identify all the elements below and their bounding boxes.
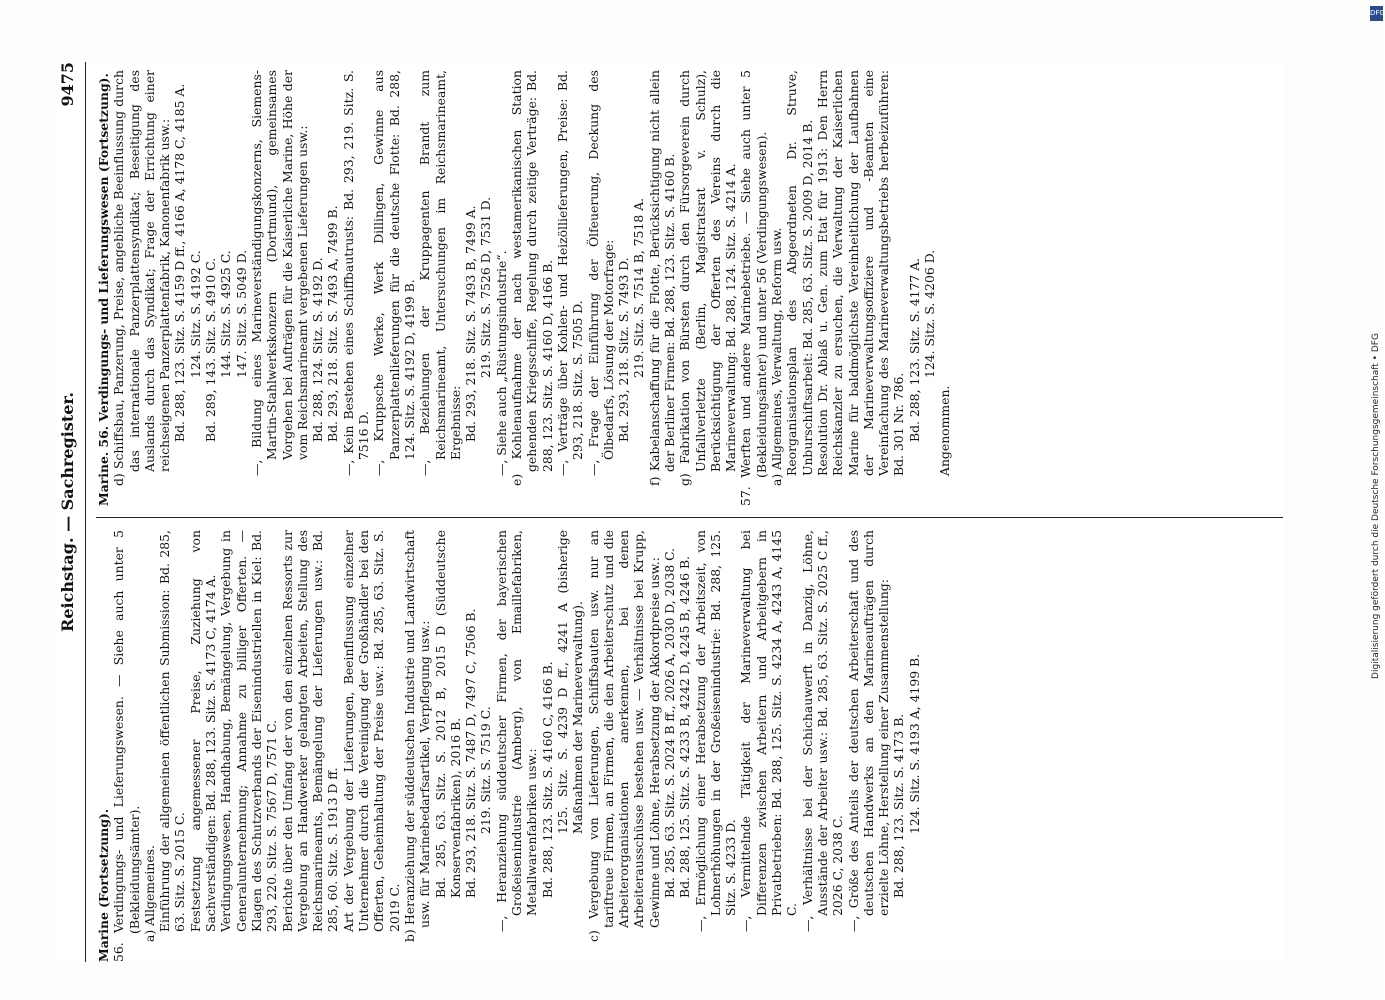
right-column-entry: 124. Sitz. S. 4192 C. — [187, 250, 203, 378]
page-header — [58, 62, 84, 962]
right-column-entry: 57. Werften und andere Marinebetriebe. — Siehe auch unter 5 (Bekleidungsämter) und unter 56 (Verdingungswesen). — [738, 70, 769, 506]
left-column-entry: —, Vermittelnde Tätigkeit der Marineverwaltung bei Differenzen zwischen Arbeitern und Arbeitgebern in Privatbetrieben: Bd. 288, 125. Sitz. S. 4234 A, 4243 A, 4145 C. — [738, 530, 800, 932]
right-column-entry: f) Kabelanschaffung für die Flotte, Berücksichtigung nicht allein der Berliner Firmen: Bd. 288, 123. Sitz. S. 4160 B. — [646, 70, 677, 486]
header-rule — [85, 62, 86, 962]
column-divider — [96, 517, 1283, 518]
right-column-entry: 124. Sitz. S. 4206 D. — [922, 249, 938, 378]
left-column-entry: —, Heranziehung süddeutscher Firmen, der bayerischen Großeisenindustrie (Amberg), von Emaillefabriken, Metallwarenfabriken usw.: — [493, 530, 540, 932]
left-column-entry: —, Größe des Anteils der deutschen Arbeiterschaft und des deutschen Handwerks an den Marineaufträgen durch erzielte Löhne, Herstellung einer Zusammenstellung: — [845, 530, 892, 932]
right-column-entry: g) Fabrikation von Bürsten durch den Fürsorgeverein durch Unfallverletzte (Berlin, Magistratsrat v. Schulz), Berücksichtigung der Offerten des Vereins durch die Marineverwaltung: Bd. 288, 124. Sitz. S. 4214 A. — [677, 70, 739, 486]
right-column-entry: d) Schiffsbau, Panzerung, Preise, angebliche Beeinflussung durch das internationale Panzerplattensyndikat; Beseitigung des Auslands durch das Syndikat; Frage der Errichtung einer reichseigenen Panzerplattenfabrik, Kanonenfabrik usw.: — [111, 70, 173, 486]
right-column-entry: Reorganisationsplan des Abgeordneten Dr. Struve, Unburschiftsarbeit: Bd. 285, 63. Sitz. S. 2009 D, 2014 B. — [784, 70, 815, 476]
right-column-entry: Bd. 293, 218. Sitz. S. 7493 A, 7499 B. — [325, 205, 341, 442]
register-page — [58, 62, 1283, 962]
right-column-entry: a) Allgemeines, Verwaltung, Reform usw. — [769, 227, 785, 486]
left-column-entry: —, Verhältnisse bei der Schichauwerft in Danzig, Löhne, Ausstände der Arbeiter usw.: Bd. 285, 63. Sitz. S. 2025 C ff., 2026 C, 2038 C. — [799, 530, 846, 932]
right-column-entry: —, Verträge über Kohlen- und Heizöllieferungen, Preise: Bd. 293, 218. Sitz. S. 7505 D. — [554, 70, 586, 476]
left-column — [96, 530, 1283, 962]
right-column-entry: Bd. 288, 123. Sitz. S. 4177 A. — [906, 257, 922, 442]
left-column-entry: 124. Sitz. S. 4193 A, 4199 B. — [906, 653, 922, 834]
left-column-entry: 56. Verdingungs- und Lieferungswesen. — Siehe auch unter 5 (Bekleidungsämter). — [111, 530, 142, 962]
right-column-entry: —, Bildung eines Marineverständigungskonzerns, Siemens-Martin-Stahlwerkskonzern (Dortmund), gemeinsames Vorgehen bei Aufträgen für die Kaiserliche Marine, Höhe der vom Reichsmarineamt vergebenen Lieferungen usw.: — [248, 70, 310, 476]
left-column-entry: a) Allgemeines. — [141, 845, 157, 942]
right-column-entry: —, Kein Bestehen eines Schiffbautrusts: Bd. 293, 219. Sitz. S. 7516 D. — [340, 70, 372, 476]
left-column-entry: Bd. 288, 123. Sitz. S. 4173 B. — [891, 713, 907, 898]
right-column-entry: Marine. 56. Verdingungs- und Lieferungswesen (Fortsetzung). — [96, 73, 111, 506]
left-column-entry: Bd. 293, 218. Sitz. S. 7487 D, 7497 C, 7506 B. — [463, 608, 479, 898]
left-column-entry: Verdingungswesen, Handhabung, Bemängelung, Vergebung in Generalunternehmung; Annahme zu billiger Offerten. — Klagen des Schutzverbands der Eisenindustriellen in Kiel: Bd. 293, 220. Sitz. S. 7567 D, 7571 C. — [218, 530, 280, 932]
right-column-entry: Bd. 293, 218. Sitz. S. 7493 B, 7499 A. — [463, 205, 479, 442]
left-column-entry: c) Vergebung von Lieferungen, Schiffsbauten usw. nur an tariftreue Firmen, an Firmen, die den Arbeiterschutz und die Arbeiterorganisationen anerkennen, bei denen Arbeiterausschüsse bestehen usw. — Verhältnisse bei Krupp, Gewinne und Löhne, Herabsetzung der Akkordpreise usw.: — [585, 530, 662, 942]
left-column-entry: 219. Sitz. S. 7519 C. — [478, 706, 494, 834]
left-column-entry: Berichte über den Umfang der von den einzelnen Ressorts zur Vergebung an Handwerker gelangten Arbeiten, Stellung des Reichsmarineamts, Bemängelung der Lieferungen usw.: Bd. 285, 60. Sitz. S. 1913 D ff. — [279, 530, 341, 932]
right-column-entry: 219. Sitz. S. 7514 B, 7518 A. — [631, 197, 647, 378]
right-column-entry: —, Frage der Einführung der Ölfeuerung, Deckung des Ölbedarfs, Lösung der Motorfrage: — [585, 70, 616, 476]
credit-text: Digitalisierung gefördert durch die Deutsche Forschungsgemeinschaft • DFG — [1371, 333, 1381, 679]
left-column-entry: 125. Sitz. S. 4239 D ff., 4241 A (bisherige Maßnahmen der Marineverwaltung). — [554, 530, 586, 834]
right-column-entry: Bd. 293, 218. Sitz. S. 7493 D. — [616, 257, 632, 442]
right-column-entry: 144. Sitz. S. 4925 C. — [218, 250, 234, 378]
digitization-credit — [1371, 26, 1381, 986]
right-column-entry: —, Beziehungen der Kruppagenten Brandt zum Reichsmarineamt, Untersuchungen im Reichsmarineamt, Ergebnisse: — [417, 70, 463, 476]
left-column-entry: Bd. 285, 63. Sitz. S. 2012 B, 2015 D (Süddeutsche Konservenfabriken), 2016 B. — [432, 530, 463, 898]
right-column-entry: e) Kohlenaufnahme der nach westamerikanischen Station gehenden Kriegsschiffe, Regelung durch zeitige Verträge: Bd. 288, 123. Sitz. S. 4160 D, 4166 B. — [509, 70, 555, 486]
left-column-entry: Bd. 285, 63. Sitz. S. 2024 B ff., 2026 A, 2030 D, 2038 C. — [661, 547, 677, 898]
right-column-entry: 219. Sitz. S. 7526 D, 7531 D. — [478, 196, 494, 378]
page-number: 9475 — [58, 62, 77, 107]
left-column-entry: Marine (Fortsetzung). — [96, 808, 111, 962]
left-column-entry: Festsetzung angemessener Preise, Zuziehung von Sachverständigen: Bd. 288, 123. Sitz. S. 4173 C, 4174 A. — [187, 530, 219, 932]
page-title: Reichstag. — Sachregister. — [58, 392, 77, 632]
right-column-entry: Bd. 288, 124. Sitz. S. 4192 D. — [310, 257, 326, 442]
left-column-entry: —, Ermöglichung einer Herabsetzung der Arbeitszeit, von Lohnerhöhungen in der Großeisenindustrie: Bd. 288, 125. Sitz. S. 4233 D. — [692, 530, 739, 932]
right-column-entry: Bd. 289, 143. Sitz. S. 4910 C. — [203, 257, 219, 442]
right-column-entry: Bd. 288, 123. Sitz. S. 4159 D ff., 4166 A, 4178 C, 4185 A. — [172, 83, 188, 442]
left-column-entry: Bd. 288, 125. Sitz. S. 4233 B, 4242 D, 4245 B, 4246 B. — [677, 556, 693, 898]
right-column-entry: —, Siehe auch „Rüstungsindustrie“. — [493, 250, 509, 476]
right-column — [96, 70, 1283, 506]
left-column-entry: Bd. 288, 123. Sitz. S. 4160 C, 4166 B. — [539, 661, 555, 898]
dfg-logo: DFG — [1370, 6, 1383, 21]
left-column-entry: Art der Vergebung der Lieferungen, Beeinflussung einzelner Unternehmer durch die Vereinigung der Großhändler bei den Offerten, Geheimhaltung der Preise usw.: Bd. 285, 63. Sitz. S. 2019 C. — [340, 530, 402, 932]
right-column-entry: Angenommen. — [937, 385, 953, 476]
left-column-entry: b) Heranziehung der süddeutschen Industrie und Landwirtschaft usw. für Marinebedarfsartikel, Verpflegung usw.: — [401, 530, 433, 942]
left-column-entry: Einführung der allgemeinen öffentlichen Submission: Bd. 285, 63. Sitz. S. 2015 C. — [157, 530, 188, 932]
right-column-entry: 147. Sitz. S. 5049 D. — [233, 249, 249, 378]
right-column-entry: —, Kruppsche Werke, Werk Dillingen, Gewinne aus Panzerplattenlieferungen für die deutsche Flotte: Bd. 288, 124. Sitz. S. 4192 D, 4199 B. — [371, 70, 417, 476]
right-column-entry: Resolution Dr. Ablaß u. Gen. zum Etat für 1913: Den Herrn Reichskanzler zu ersuchen, die Verwaltung der Kaiserlichen Marine für baldmöglichste Vereinheitlichung der Laufbahnen der Marineverwaltungsoffiziere und -Beamten eine Vereinfachung des Marineverwaltungsbetriebs herbeizuführen: Bd. 301 Nr. 786. — [814, 70, 907, 476]
